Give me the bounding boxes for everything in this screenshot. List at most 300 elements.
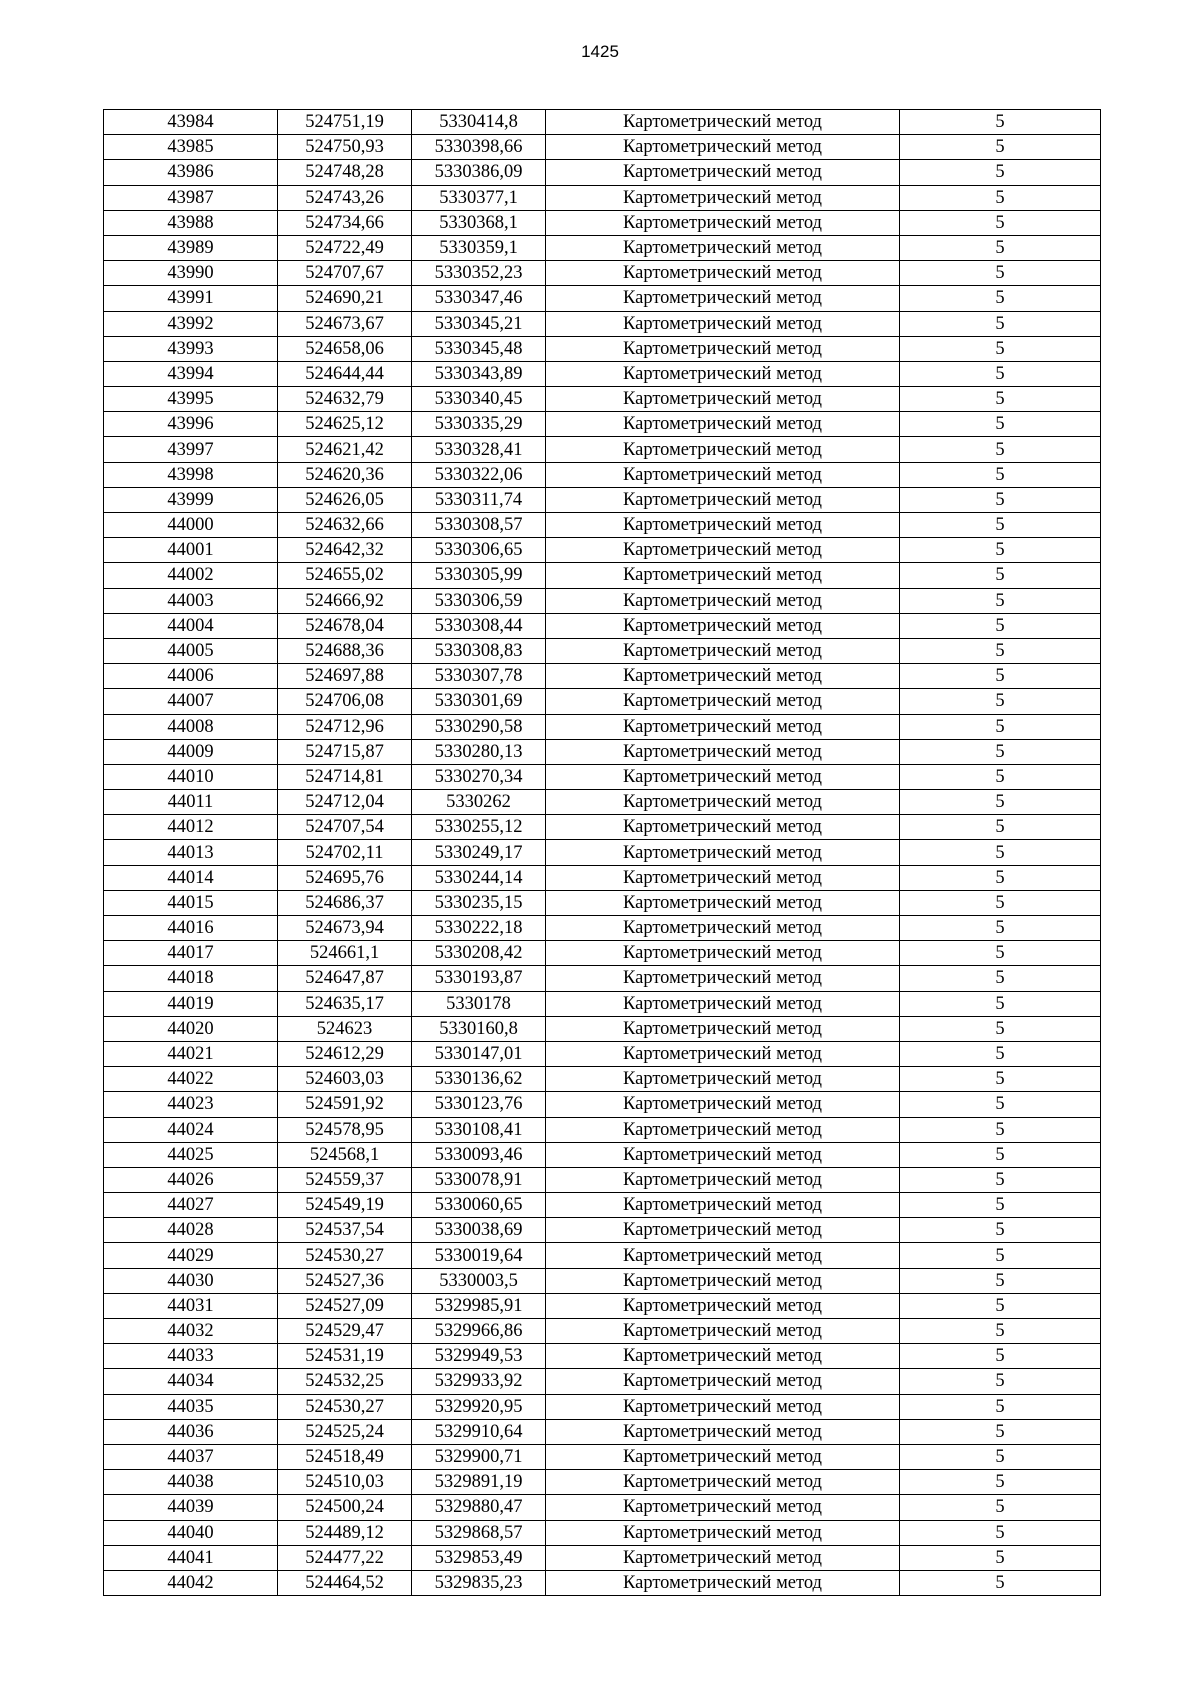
table-row: [104, 286, 1101, 311]
point-number-cell: 43997: [104, 437, 278, 462]
x-coordinate-cell: 524530,27: [278, 1394, 412, 1419]
y-coordinate-cell: 5330038,69: [412, 1218, 546, 1243]
table-row: [104, 1520, 1101, 1545]
y-coordinate-cell: 5330244,14: [412, 865, 546, 890]
y-coordinate-cell: 5330270,34: [412, 764, 546, 789]
accuracy-cell: 5: [900, 1419, 1101, 1444]
table-row: [104, 689, 1101, 714]
accuracy-cell: 5: [900, 1344, 1101, 1369]
method-cell: Картометрический метод: [546, 437, 900, 462]
table-row: [104, 538, 1101, 563]
table-row: [104, 764, 1101, 789]
table-row: [104, 840, 1101, 865]
point-number-cell: 43998: [104, 462, 278, 487]
y-coordinate-cell: 5330178: [412, 991, 546, 1016]
accuracy-cell: 5: [900, 1470, 1101, 1495]
accuracy-cell: 5: [900, 1520, 1101, 1545]
y-coordinate-cell: 5330398,66: [412, 135, 546, 160]
accuracy-cell: 5: [900, 1117, 1101, 1142]
y-coordinate-cell: 5330093,46: [412, 1142, 546, 1167]
point-number-cell: 43988: [104, 210, 278, 235]
x-coordinate-cell: 524578,95: [278, 1117, 412, 1142]
point-number-cell: 44022: [104, 1067, 278, 1092]
y-coordinate-cell: 5330311,74: [412, 487, 546, 512]
method-cell: Картометрический метод: [546, 1117, 900, 1142]
table-row: [104, 210, 1101, 235]
x-coordinate-cell: 524489,12: [278, 1520, 412, 1545]
x-coordinate-cell: 524626,05: [278, 487, 412, 512]
point-number-cell: 43987: [104, 185, 278, 210]
accuracy-cell: 5: [900, 387, 1101, 412]
accuracy-cell: 5: [900, 361, 1101, 386]
accuracy-cell: 5: [900, 286, 1101, 311]
page-number: 1425: [581, 42, 619, 61]
x-coordinate-cell: 524477,22: [278, 1545, 412, 1570]
x-coordinate-cell: 524734,66: [278, 210, 412, 235]
point-number-cell: 44000: [104, 513, 278, 538]
table-row: [104, 966, 1101, 991]
point-number-cell: 43996: [104, 412, 278, 437]
x-coordinate-cell: 524695,76: [278, 865, 412, 890]
x-coordinate-cell: 524603,03: [278, 1067, 412, 1092]
method-cell: Картометрический метод: [546, 1142, 900, 1167]
table-row: [104, 588, 1101, 613]
y-coordinate-cell: 5330249,17: [412, 840, 546, 865]
point-number-cell: 44029: [104, 1243, 278, 1268]
table-row: [104, 1041, 1101, 1066]
x-coordinate-cell: 524525,24: [278, 1419, 412, 1444]
point-number-cell: 44020: [104, 1016, 278, 1041]
method-cell: Картометрический метод: [546, 664, 900, 689]
x-coordinate-cell: 524750,93: [278, 135, 412, 160]
x-coordinate-cell: 524707,67: [278, 261, 412, 286]
x-coordinate-cell: 524690,21: [278, 286, 412, 311]
table-row: [104, 1344, 1101, 1369]
table-row: [104, 1117, 1101, 1142]
table-row: [104, 1243, 1101, 1268]
accuracy-cell: 5: [900, 1193, 1101, 1218]
y-coordinate-cell: 5329933,92: [412, 1369, 546, 1394]
point-number-cell: 44030: [104, 1268, 278, 1293]
table-row: [104, 1495, 1101, 1520]
y-coordinate-cell: 5330308,57: [412, 513, 546, 538]
x-coordinate-cell: 524623: [278, 1016, 412, 1041]
point-number-cell: 44002: [104, 563, 278, 588]
y-coordinate-cell: 5330352,23: [412, 261, 546, 286]
y-coordinate-cell: 5330328,41: [412, 437, 546, 462]
method-cell: Картометрический метод: [546, 361, 900, 386]
table-row: [104, 311, 1101, 336]
method-cell: Картометрический метод: [546, 588, 900, 613]
y-coordinate-cell: 5330019,64: [412, 1243, 546, 1268]
method-cell: Картометрический метод: [546, 739, 900, 764]
table-row: [104, 1570, 1101, 1595]
point-number-cell: 44010: [104, 764, 278, 789]
point-number-cell: 44021: [104, 1041, 278, 1066]
accuracy-cell: 5: [900, 210, 1101, 235]
method-cell: Картометрический метод: [546, 1394, 900, 1419]
method-cell: Картометрический метод: [546, 1570, 900, 1595]
point-number-cell: 44018: [104, 966, 278, 991]
y-coordinate-cell: 5329949,53: [412, 1344, 546, 1369]
point-number-cell: 44034: [104, 1369, 278, 1394]
accuracy-cell: 5: [900, 1167, 1101, 1192]
accuracy-cell: 5: [900, 1570, 1101, 1595]
point-number-cell: 44015: [104, 890, 278, 915]
method-cell: Картометрический метод: [546, 261, 900, 286]
accuracy-cell: 5: [900, 966, 1101, 991]
point-number-cell: 43999: [104, 487, 278, 512]
x-coordinate-cell: 524748,28: [278, 160, 412, 185]
point-number-cell: 44024: [104, 1117, 278, 1142]
method-cell: Картометрический метод: [546, 538, 900, 563]
table-row: [104, 235, 1101, 260]
method-cell: Картометрический метод: [546, 160, 900, 185]
x-coordinate-cell: 524632,79: [278, 387, 412, 412]
accuracy-cell: 5: [900, 1319, 1101, 1344]
point-number-cell: 44003: [104, 588, 278, 613]
table-row: [104, 1167, 1101, 1192]
accuracy-cell: 5: [900, 1092, 1101, 1117]
table-row: [104, 412, 1101, 437]
accuracy-cell: 5: [900, 538, 1101, 563]
y-coordinate-cell: 5329920,95: [412, 1394, 546, 1419]
table-row: [104, 1419, 1101, 1444]
accuracy-cell: 5: [900, 588, 1101, 613]
y-coordinate-cell: 5330368,1: [412, 210, 546, 235]
accuracy-cell: 5: [900, 311, 1101, 336]
table-row: [104, 1142, 1101, 1167]
x-coordinate-cell: 524591,92: [278, 1092, 412, 1117]
y-coordinate-cell: 5329900,71: [412, 1444, 546, 1469]
x-coordinate-cell: 524621,42: [278, 437, 412, 462]
point-number-cell: 43990: [104, 261, 278, 286]
point-number-cell: 44026: [104, 1167, 278, 1192]
y-coordinate-cell: 5330160,8: [412, 1016, 546, 1041]
x-coordinate-cell: 524549,19: [278, 1193, 412, 1218]
table-row: [104, 1268, 1101, 1293]
x-coordinate-cell: 524655,02: [278, 563, 412, 588]
point-number-cell: 44011: [104, 790, 278, 815]
method-cell: Картометрический метод: [546, 210, 900, 235]
method-cell: Картометрический метод: [546, 1444, 900, 1469]
point-number-cell: 44042: [104, 1570, 278, 1595]
point-number-cell: 43995: [104, 387, 278, 412]
method-cell: Картометрический метод: [546, 1067, 900, 1092]
method-cell: Картометрический метод: [546, 1293, 900, 1318]
accuracy-cell: 5: [900, 1218, 1101, 1243]
accuracy-cell: 5: [900, 916, 1101, 941]
x-coordinate-cell: 524530,27: [278, 1243, 412, 1268]
x-coordinate-cell: 524678,04: [278, 613, 412, 638]
table-row: [104, 1444, 1101, 1469]
point-number-cell: 44007: [104, 689, 278, 714]
x-coordinate-cell: 524673,67: [278, 311, 412, 336]
table-row: [104, 941, 1101, 966]
method-cell: Картометрический метод: [546, 815, 900, 840]
table-row: [104, 437, 1101, 462]
y-coordinate-cell: 5330377,1: [412, 185, 546, 210]
point-number-cell: 43985: [104, 135, 278, 160]
point-number-cell: 44031: [104, 1293, 278, 1318]
y-coordinate-cell: 5330308,44: [412, 613, 546, 638]
y-coordinate-cell: 5330340,45: [412, 387, 546, 412]
y-coordinate-cell: 5329891,19: [412, 1470, 546, 1495]
accuracy-cell: 5: [900, 1041, 1101, 1066]
method-cell: Картометрический метод: [546, 1419, 900, 1444]
method-cell: Картометрический метод: [546, 1092, 900, 1117]
method-cell: Картометрический метод: [546, 412, 900, 437]
point-number-cell: 44028: [104, 1218, 278, 1243]
method-cell: Картометрический метод: [546, 890, 900, 915]
point-number-cell: 44016: [104, 916, 278, 941]
accuracy-cell: 5: [900, 941, 1101, 966]
point-number-cell: 44025: [104, 1142, 278, 1167]
table-row: [104, 160, 1101, 185]
table-row: [104, 1193, 1101, 1218]
x-coordinate-cell: 524625,12: [278, 412, 412, 437]
x-coordinate-cell: 524673,94: [278, 916, 412, 941]
x-coordinate-cell: 524529,47: [278, 1319, 412, 1344]
table-row: [104, 1218, 1101, 1243]
accuracy-cell: 5: [900, 1444, 1101, 1469]
y-coordinate-cell: 5329868,57: [412, 1520, 546, 1545]
accuracy-cell: 5: [900, 235, 1101, 260]
table-row: [104, 991, 1101, 1016]
y-coordinate-cell: 5330222,18: [412, 916, 546, 941]
accuracy-cell: 5: [900, 840, 1101, 865]
x-coordinate-cell: 524715,87: [278, 739, 412, 764]
accuracy-cell: 5: [900, 764, 1101, 789]
accuracy-cell: 5: [900, 160, 1101, 185]
method-cell: Картометрический метод: [546, 1495, 900, 1520]
accuracy-cell: 5: [900, 613, 1101, 638]
accuracy-cell: 5: [900, 261, 1101, 286]
table-row: [104, 1369, 1101, 1394]
method-cell: Картометрический метод: [546, 941, 900, 966]
y-coordinate-cell: 5329853,49: [412, 1545, 546, 1570]
table-row: [104, 815, 1101, 840]
point-number-cell: 44032: [104, 1319, 278, 1344]
method-cell: Картометрический метод: [546, 1016, 900, 1041]
accuracy-cell: 5: [900, 563, 1101, 588]
method-cell: Картометрический метод: [546, 1218, 900, 1243]
accuracy-cell: 5: [900, 1243, 1101, 1268]
y-coordinate-cell: 5330306,59: [412, 588, 546, 613]
y-coordinate-cell: 5330136,62: [412, 1067, 546, 1092]
y-coordinate-cell: 5330193,87: [412, 966, 546, 991]
y-coordinate-cell: 5330306,65: [412, 538, 546, 563]
table-row: [104, 916, 1101, 941]
accuracy-cell: 5: [900, 991, 1101, 1016]
x-coordinate-cell: 524712,96: [278, 714, 412, 739]
accuracy-cell: 5: [900, 462, 1101, 487]
x-coordinate-cell: 524532,25: [278, 1369, 412, 1394]
accuracy-cell: 5: [900, 1142, 1101, 1167]
point-number-cell: 43989: [104, 235, 278, 260]
accuracy-cell: 5: [900, 110, 1101, 135]
y-coordinate-cell: 5330280,13: [412, 739, 546, 764]
method-cell: Картометрический метод: [546, 336, 900, 361]
x-coordinate-cell: 524666,92: [278, 588, 412, 613]
y-coordinate-cell: 5330343,89: [412, 361, 546, 386]
x-coordinate-cell: 524647,87: [278, 966, 412, 991]
accuracy-cell: 5: [900, 513, 1101, 538]
table-row: [104, 513, 1101, 538]
y-coordinate-cell: 5330308,83: [412, 638, 546, 663]
y-coordinate-cell: 5330347,46: [412, 286, 546, 311]
method-cell: Картометрический метод: [546, 513, 900, 538]
x-coordinate-cell: 524510,03: [278, 1470, 412, 1495]
table-row: [104, 1293, 1101, 1318]
accuracy-cell: 5: [900, 1369, 1101, 1394]
accuracy-cell: 5: [900, 336, 1101, 361]
x-coordinate-cell: 524686,37: [278, 890, 412, 915]
x-coordinate-cell: 524712,04: [278, 790, 412, 815]
point-number-cell: 44009: [104, 739, 278, 764]
table-body: [104, 110, 1101, 1596]
x-coordinate-cell: 524661,1: [278, 941, 412, 966]
method-cell: Картометрический метод: [546, 790, 900, 815]
accuracy-cell: 5: [900, 739, 1101, 764]
accuracy-cell: 5: [900, 1067, 1101, 1092]
y-coordinate-cell: 5330359,1: [412, 235, 546, 260]
x-coordinate-cell: 524620,36: [278, 462, 412, 487]
point-number-cell: 44027: [104, 1193, 278, 1218]
point-number-cell: 43994: [104, 361, 278, 386]
method-cell: Картометрический метод: [546, 764, 900, 789]
point-number-cell: 43992: [104, 311, 278, 336]
accuracy-cell: 5: [900, 1394, 1101, 1419]
method-cell: Картометрический метод: [546, 638, 900, 663]
table-row: [104, 1319, 1101, 1344]
x-coordinate-cell: 524658,06: [278, 336, 412, 361]
table-row: [104, 361, 1101, 386]
table-row: [104, 1016, 1101, 1041]
point-number-cell: 43991: [104, 286, 278, 311]
accuracy-cell: 5: [900, 437, 1101, 462]
accuracy-cell: 5: [900, 1268, 1101, 1293]
method-cell: Картометрический метод: [546, 1041, 900, 1066]
point-number-cell: 43986: [104, 160, 278, 185]
point-number-cell: 44017: [104, 941, 278, 966]
x-coordinate-cell: 524743,26: [278, 185, 412, 210]
method-cell: Картометрический метод: [546, 689, 900, 714]
accuracy-cell: 5: [900, 1016, 1101, 1041]
x-coordinate-cell: 524531,19: [278, 1344, 412, 1369]
table-row: [104, 1470, 1101, 1495]
x-coordinate-cell: 524537,54: [278, 1218, 412, 1243]
x-coordinate-cell: 524714,81: [278, 764, 412, 789]
method-cell: Картометрический метод: [546, 840, 900, 865]
y-coordinate-cell: 5330414,8: [412, 110, 546, 135]
accuracy-cell: 5: [900, 638, 1101, 663]
y-coordinate-cell: 5330322,06: [412, 462, 546, 487]
method-cell: Картометрический метод: [546, 135, 900, 160]
method-cell: Картометрический метод: [546, 1319, 900, 1344]
method-cell: Картометрический метод: [546, 235, 900, 260]
y-coordinate-cell: 5330078,91: [412, 1167, 546, 1192]
method-cell: Картометрический метод: [546, 462, 900, 487]
table-row: [104, 462, 1101, 487]
x-coordinate-cell: 524612,29: [278, 1041, 412, 1066]
y-coordinate-cell: 5330290,58: [412, 714, 546, 739]
x-coordinate-cell: 524722,49: [278, 235, 412, 260]
accuracy-cell: 5: [900, 135, 1101, 160]
point-number-cell: 44014: [104, 865, 278, 890]
table-row: [104, 110, 1101, 135]
y-coordinate-cell: 5330235,15: [412, 890, 546, 915]
method-cell: Картометрический метод: [546, 311, 900, 336]
y-coordinate-cell: 5329985,91: [412, 1293, 546, 1318]
x-coordinate-cell: 524644,44: [278, 361, 412, 386]
method-cell: Картометрический метод: [546, 916, 900, 941]
accuracy-cell: 5: [900, 1293, 1101, 1318]
accuracy-cell: 5: [900, 890, 1101, 915]
accuracy-cell: 5: [900, 185, 1101, 210]
x-coordinate-cell: 524635,17: [278, 991, 412, 1016]
method-cell: Картометрический метод: [546, 991, 900, 1016]
point-number-cell: 44033: [104, 1344, 278, 1369]
method-cell: Картометрический метод: [546, 1344, 900, 1369]
x-coordinate-cell: 524697,88: [278, 664, 412, 689]
method-cell: Картометрический метод: [546, 1167, 900, 1192]
method-cell: Картометрический метод: [546, 1369, 900, 1394]
point-number-cell: 44041: [104, 1545, 278, 1570]
table-row: [104, 487, 1101, 512]
x-coordinate-cell: 524632,66: [278, 513, 412, 538]
y-coordinate-cell: 5330262: [412, 790, 546, 815]
method-cell: Картометрический метод: [546, 1268, 900, 1293]
point-number-cell: 43993: [104, 336, 278, 361]
y-coordinate-cell: 5329880,47: [412, 1495, 546, 1520]
accuracy-cell: 5: [900, 487, 1101, 512]
table-row: [104, 865, 1101, 890]
method-cell: Картометрический метод: [546, 613, 900, 638]
accuracy-cell: 5: [900, 1545, 1101, 1570]
y-coordinate-cell: 5329966,86: [412, 1319, 546, 1344]
x-coordinate-cell: 524642,32: [278, 538, 412, 563]
table-row: [104, 638, 1101, 663]
y-coordinate-cell: 5330335,29: [412, 412, 546, 437]
point-number-cell: 44038: [104, 1470, 278, 1495]
y-coordinate-cell: 5330123,76: [412, 1092, 546, 1117]
table-row: [104, 714, 1101, 739]
method-cell: Картометрический метод: [546, 714, 900, 739]
table-row: [104, 336, 1101, 361]
method-cell: Картометрический метод: [546, 1193, 900, 1218]
method-cell: Картометрический метод: [546, 387, 900, 412]
table-row: [104, 790, 1101, 815]
accuracy-cell: 5: [900, 1495, 1101, 1520]
accuracy-cell: 5: [900, 412, 1101, 437]
method-cell: Картометрический метод: [546, 286, 900, 311]
point-number-cell: 44019: [104, 991, 278, 1016]
table-row: [104, 1092, 1101, 1117]
x-coordinate-cell: 524702,11: [278, 840, 412, 865]
accuracy-cell: 5: [900, 664, 1101, 689]
x-coordinate-cell: 524527,36: [278, 1268, 412, 1293]
y-coordinate-cell: 5330386,09: [412, 160, 546, 185]
method-cell: Картометрический метод: [546, 563, 900, 588]
x-coordinate-cell: 524518,49: [278, 1444, 412, 1469]
method-cell: Картометрический метод: [546, 966, 900, 991]
point-number-cell: 44035: [104, 1394, 278, 1419]
point-number-cell: 44037: [104, 1444, 278, 1469]
accuracy-cell: 5: [900, 790, 1101, 815]
point-number-cell: 44004: [104, 613, 278, 638]
y-coordinate-cell: 5330255,12: [412, 815, 546, 840]
